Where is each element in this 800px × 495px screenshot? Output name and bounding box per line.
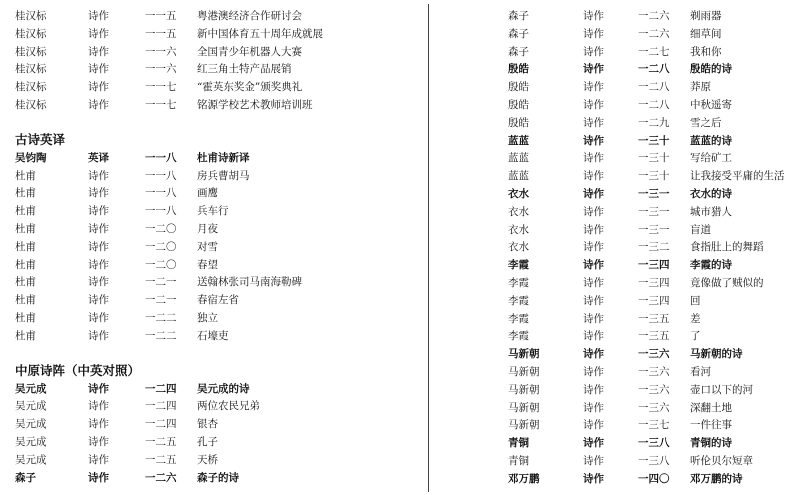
- column-divider: [428, 4, 429, 492]
- entry-author: 杜甫: [15, 205, 36, 218]
- entry-page-number: 一三十: [638, 134, 670, 147]
- entry-page-number: 一三六: [638, 383, 670, 396]
- toc-entry-row: [508, 133, 800, 151]
- entry-type: 诗作: [88, 63, 109, 76]
- entry-type: 诗作: [88, 453, 109, 466]
- entry-author: 森子: [508, 10, 529, 22]
- entry-type: 诗作: [583, 10, 604, 22]
- entry-title: 粤港澳经济合作研讨会: [197, 10, 302, 22]
- entry-page-number: 一三十: [638, 152, 670, 165]
- entry-author: 李霞: [508, 330, 529, 343]
- toc-entry-row: [508, 8, 800, 26]
- entry-type: 诗作: [583, 383, 604, 396]
- entry-title: 食指肚上的舞蹈: [690, 241, 764, 254]
- entry-type: 诗作: [583, 134, 604, 147]
- entry-title: 送翰林张司马南海勒碑: [197, 276, 302, 289]
- entry-page-number: 一三六: [638, 401, 670, 414]
- entry-title: 全国青少年机器人大赛: [197, 45, 302, 58]
- entry-type: 诗作: [583, 116, 604, 129]
- entry-page-number: 一一五: [145, 10, 177, 22]
- entry-title: 银杏: [197, 418, 218, 431]
- entry-page-number: 一二六: [145, 471, 177, 484]
- entry-page-number: 一二六: [638, 10, 670, 22]
- entry-page-number: 一一八: [145, 169, 177, 182]
- section-spacer: [15, 115, 415, 130]
- entry-page-number: 一二九: [638, 116, 670, 129]
- entry-author: 李霞: [508, 259, 529, 272]
- entry-title: 壶口以下的河: [690, 383, 753, 396]
- entry-title: “霍英东奖金”颁奖典礼: [197, 81, 303, 94]
- entry-author: 衣水: [508, 223, 529, 236]
- entry-author: 杜甫: [15, 169, 36, 182]
- entry-title: 森子的诗: [197, 471, 239, 484]
- entry-author: 森子: [15, 471, 36, 484]
- toc-entry-row: [508, 311, 800, 329]
- entry-title: 春望: [197, 258, 218, 271]
- entry-type: 诗作: [88, 187, 109, 200]
- entry-page-number: 一一七: [145, 98, 177, 111]
- entry-author: 殷皓: [508, 63, 529, 76]
- toc-entry-row: [15, 150, 415, 168]
- entry-title: 铭源学校艺术教师培训班: [197, 98, 313, 111]
- entry-author: 马新朝: [508, 348, 540, 361]
- toc-entry-row: [508, 364, 800, 382]
- entry-author: 李霞: [508, 312, 529, 325]
- entry-type: 诗作: [88, 169, 109, 182]
- toc-entry-row: [15, 452, 415, 470]
- toc-entry-row: [508, 115, 800, 133]
- entry-type: 诗作: [583, 152, 604, 165]
- toc-entry-row: [508, 26, 800, 44]
- entry-author: 李霞: [508, 294, 529, 307]
- entry-title: 盲道: [690, 223, 711, 236]
- entry-page-number: 一一六: [145, 63, 177, 76]
- toc-entry-row: [508, 435, 800, 453]
- entry-page-number: 一二八: [638, 63, 670, 76]
- toc-entry-row: [508, 293, 800, 311]
- entry-author: 桂汉标: [15, 81, 47, 94]
- entry-type: 诗作: [583, 205, 604, 218]
- toc-entry-row: [508, 417, 800, 435]
- entry-type: 诗作: [88, 311, 109, 324]
- entry-author: 桂汉标: [15, 63, 47, 76]
- entry-author: 吴元成: [15, 400, 47, 413]
- entry-type: 诗作: [583, 27, 604, 40]
- toc-entry-row: [15, 434, 415, 452]
- toc-entry-row: [15, 274, 415, 292]
- entry-author: 蓝蓝: [508, 134, 529, 147]
- entry-page-number: 一一八: [145, 151, 177, 164]
- entry-type: 诗作: [88, 222, 109, 235]
- entry-title: 月夜: [197, 222, 218, 235]
- entry-author: 桂汉标: [15, 98, 47, 111]
- entry-type: 诗作: [583, 259, 604, 272]
- entry-author: 杜甫: [15, 276, 36, 289]
- entry-type: 诗作: [88, 329, 109, 342]
- entry-type: 诗作: [583, 170, 604, 183]
- toc-entry-row: [15, 97, 415, 115]
- toc-entry-row: [508, 97, 800, 115]
- entry-title: 独立: [197, 311, 218, 324]
- entry-author: 马新朝: [508, 383, 540, 396]
- entry-type: 诗作: [88, 471, 109, 484]
- entry-type: 诗作: [583, 63, 604, 76]
- entry-type: 诗作: [583, 223, 604, 236]
- entry-title: 杜甫诗新译: [197, 151, 250, 164]
- entry-title: 对雪: [197, 240, 218, 253]
- entry-title: 莽原: [690, 81, 711, 94]
- entry-author: 衣水: [508, 187, 529, 200]
- entry-page-number: 一二八: [638, 81, 670, 94]
- toc-left-column: [15, 8, 415, 487]
- entry-author: 杜甫: [15, 222, 36, 235]
- entry-author: 森子: [508, 45, 529, 58]
- entry-page-number: 一三四: [638, 259, 670, 272]
- toc-entry-row: [508, 186, 800, 204]
- entry-page-number: 一三五: [638, 312, 670, 325]
- entry-author: 殷皓: [508, 81, 529, 94]
- entry-author: 殷皓: [508, 98, 529, 111]
- toc-entry-row: [508, 328, 800, 346]
- entry-type: 诗作: [583, 312, 604, 325]
- entry-page-number: 一二五: [145, 435, 177, 448]
- entry-title: 深翻土地: [690, 401, 732, 414]
- entry-type: 诗作: [583, 98, 604, 111]
- entry-title: 红三角土特产品展销: [197, 63, 292, 76]
- entry-page-number: 一二二: [145, 311, 177, 324]
- entry-title: 新中国体育五十周年成就展: [197, 27, 323, 40]
- toc-entry-row: [508, 150, 800, 168]
- entry-page-number: 一三二: [638, 241, 670, 254]
- entry-author: 森子: [508, 27, 529, 40]
- entry-type: 诗作: [583, 401, 604, 414]
- entry-title: 马新朝的诗: [690, 348, 743, 361]
- entry-page-number: 一二八: [638, 98, 670, 111]
- entry-author: 杜甫: [15, 187, 36, 200]
- entry-type: 诗作: [583, 348, 604, 361]
- entry-title: 看河: [690, 365, 711, 378]
- entry-page-number: 一二四: [145, 382, 177, 395]
- entry-title: 天桥: [197, 453, 218, 466]
- entry-page-number: 一三八: [638, 437, 670, 450]
- entry-author: 桂汉标: [15, 45, 47, 58]
- toc-entry-row: [15, 310, 415, 328]
- entry-author: 马新朝: [508, 401, 540, 414]
- entry-title: 青铜的诗: [690, 437, 732, 450]
- entry-type: 诗作: [583, 187, 604, 200]
- toc-entry-row: [15, 470, 415, 488]
- entry-type: 诗作: [88, 205, 109, 218]
- entry-page-number: 一三一: [638, 205, 670, 218]
- entry-author: 吴元成: [15, 435, 47, 448]
- entry-type: 诗作: [583, 45, 604, 58]
- entry-page-number: 一二七: [638, 45, 670, 58]
- entry-author: 杜甫: [15, 311, 36, 324]
- toc-entry-row: [15, 416, 415, 434]
- entry-title: 中秋遥寄: [690, 98, 732, 111]
- entry-author: 杜甫: [15, 329, 36, 342]
- entry-type: 诗作: [583, 330, 604, 343]
- entry-title: 衣水的诗: [690, 187, 732, 200]
- entry-page-number: 一三一: [638, 187, 670, 200]
- toc-entry-row: [15, 328, 415, 346]
- entry-type: 诗作: [583, 276, 604, 289]
- toc-entry-row: [15, 398, 415, 416]
- entry-page-number: 一二〇: [145, 258, 177, 271]
- toc-entry-row: [15, 257, 415, 275]
- entry-page-number: 一三四: [638, 276, 670, 289]
- entry-title: 石壕吏: [197, 329, 229, 342]
- toc-entry-row: [15, 44, 415, 62]
- entry-title: 李霞的诗: [690, 259, 732, 272]
- toc-entry-row: [15, 61, 415, 79]
- entry-type: 诗作: [88, 27, 109, 40]
- entry-page-number: 一一八: [145, 187, 177, 200]
- entry-author: 杜甫: [15, 294, 36, 307]
- entry-author: 杜甫: [15, 240, 36, 253]
- entry-title: 回: [690, 294, 701, 307]
- section-spacer: [15, 346, 415, 361]
- toc-entry-row: [508, 79, 800, 97]
- entry-author: 衣水: [508, 241, 529, 254]
- entry-title: 殷皓的诗: [690, 63, 732, 76]
- entry-type: 诗作: [88, 382, 109, 395]
- entry-page-number: 一三八: [638, 454, 670, 467]
- toc-entry-row: [508, 346, 800, 364]
- entry-title: 春宿左省: [197, 294, 239, 307]
- toc-entry-row: [508, 471, 800, 489]
- entry-title: 差: [690, 312, 701, 325]
- entry-type: 诗作: [88, 258, 109, 271]
- toc-entry-row: [15, 203, 415, 221]
- entry-title: 让我接受平庸的生活: [690, 170, 785, 183]
- entry-author: 蓝蓝: [508, 152, 529, 165]
- entry-title: 吴元成的诗: [197, 382, 250, 395]
- entry-type: 诗作: [88, 400, 109, 413]
- toc-entry-row: [508, 453, 800, 471]
- section-heading: 古诗英译: [15, 131, 66, 147]
- entry-title: 细草间: [690, 27, 722, 40]
- entry-type: 诗作: [583, 437, 604, 450]
- toc-entry-row: [15, 26, 415, 44]
- entry-author: 桂汉标: [15, 10, 47, 22]
- entry-title: 了: [690, 330, 701, 343]
- entry-type: 诗作: [583, 472, 604, 485]
- entry-page-number: 一一五: [145, 27, 177, 40]
- entry-author: 李霞: [508, 276, 529, 289]
- entry-title: 竟像做了贼似的: [690, 276, 764, 289]
- entry-page-number: 一二四: [145, 400, 177, 413]
- toc-entry-row: [508, 275, 800, 293]
- entry-author: 桂汉标: [15, 27, 47, 40]
- entry-page-number: 一三五: [638, 330, 670, 343]
- entry-title: 邓万鹏的诗: [690, 472, 743, 485]
- entry-page-number: 一二〇: [145, 240, 177, 253]
- entry-type: 诗作: [583, 81, 604, 94]
- toc-right-column: [508, 8, 800, 489]
- entry-page-number: 一一七: [145, 81, 177, 94]
- entry-page-number: 一三一: [638, 223, 670, 236]
- entry-type: 诗作: [88, 435, 109, 448]
- entry-author: 殷皓: [508, 116, 529, 129]
- entry-page-number: 一三六: [638, 365, 670, 378]
- entry-title: 写给矿工: [690, 152, 732, 165]
- entry-author: 邓万鹏: [508, 472, 540, 485]
- section-heading: 中原诗阵（中英对照）: [15, 362, 141, 378]
- entry-title: 兵车行: [197, 205, 229, 218]
- entry-type: 诗作: [583, 454, 604, 467]
- entry-type: 诗作: [88, 98, 109, 111]
- entry-page-number: 一二一: [145, 294, 177, 307]
- entry-title: 雪之后: [690, 116, 722, 129]
- entry-page-number: 一二五: [145, 453, 177, 466]
- entry-title: 房兵曹胡马: [197, 169, 250, 182]
- entry-author: 青铜: [508, 454, 529, 467]
- entry-page-number: 一一六: [145, 45, 177, 58]
- toc-entry-row: [15, 8, 415, 26]
- entry-type: 诗作: [88, 45, 109, 58]
- entry-title: 剃雨器: [690, 10, 722, 22]
- entry-title: 两位农民兄弟: [197, 400, 260, 413]
- toc-entry-row: [15, 239, 415, 257]
- entry-page-number: 一二〇: [145, 222, 177, 235]
- entry-author: 吴钧陶: [15, 151, 47, 164]
- toc-entry-row: [508, 222, 800, 240]
- entry-type: 诗作: [88, 276, 109, 289]
- entry-type: 诗作: [88, 240, 109, 253]
- entry-title: 画鹰: [197, 187, 218, 200]
- entry-author: 吴元成: [15, 418, 47, 431]
- entry-page-number: 一二四: [145, 418, 177, 431]
- toc-entry-row: [15, 185, 415, 203]
- entry-author: 吴元成: [15, 453, 47, 466]
- entry-title: 蓝蓝的诗: [690, 134, 732, 147]
- entry-author: 吴元成: [15, 382, 47, 395]
- entry-author: 衣水: [508, 205, 529, 218]
- entry-title: 一件往事: [690, 419, 732, 432]
- entry-type: 英译: [88, 151, 109, 164]
- entry-page-number: 一三十: [638, 170, 670, 183]
- toc-entry-row: [15, 168, 415, 186]
- entry-title: 听伦贝尔短章: [690, 454, 753, 467]
- entry-type: 诗作: [583, 241, 604, 254]
- entry-page-number: 一三七: [638, 419, 670, 432]
- entry-page-number: 一三六: [638, 348, 670, 361]
- entry-type: 诗作: [88, 10, 109, 22]
- toc-entry-row: [15, 381, 415, 399]
- entry-title: 孔子: [197, 435, 218, 448]
- entry-author: 杜甫: [15, 258, 36, 271]
- entry-page-number: 一一八: [145, 205, 177, 218]
- toc-entry-row: [508, 44, 800, 62]
- toc-entry-row: [15, 79, 415, 97]
- entry-type: 诗作: [583, 419, 604, 432]
- entry-page-number: 一二二: [145, 329, 177, 342]
- entry-page-number: 一三四: [638, 294, 670, 307]
- toc-entry-row: [508, 400, 800, 418]
- entry-title: 城市猎人: [690, 205, 732, 218]
- toc-entry-row: [508, 257, 800, 275]
- entry-title: 我和你: [690, 45, 722, 58]
- toc-entry-row: [508, 168, 800, 186]
- toc-entry-row: [508, 382, 800, 400]
- entry-page-number: 一二六: [638, 27, 670, 40]
- entry-type: 诗作: [88, 418, 109, 431]
- entry-author: 蓝蓝: [508, 170, 529, 183]
- toc-entry-row: [508, 61, 800, 79]
- entry-page-number: 一四〇: [638, 472, 670, 485]
- entry-type: 诗作: [583, 365, 604, 378]
- toc-entry-row: [508, 204, 800, 222]
- toc-entry-row: [508, 239, 800, 257]
- entry-author: 马新朝: [508, 419, 540, 432]
- entry-page-number: 一二一: [145, 276, 177, 289]
- entry-type: 诗作: [88, 294, 109, 307]
- entry-type: 诗作: [583, 294, 604, 307]
- entry-author: 马新朝: [508, 365, 540, 378]
- entry-author: 青铜: [508, 437, 529, 450]
- entry-type: 诗作: [88, 81, 109, 94]
- toc-entry-row: [15, 292, 415, 310]
- toc-entry-row: [15, 221, 415, 239]
